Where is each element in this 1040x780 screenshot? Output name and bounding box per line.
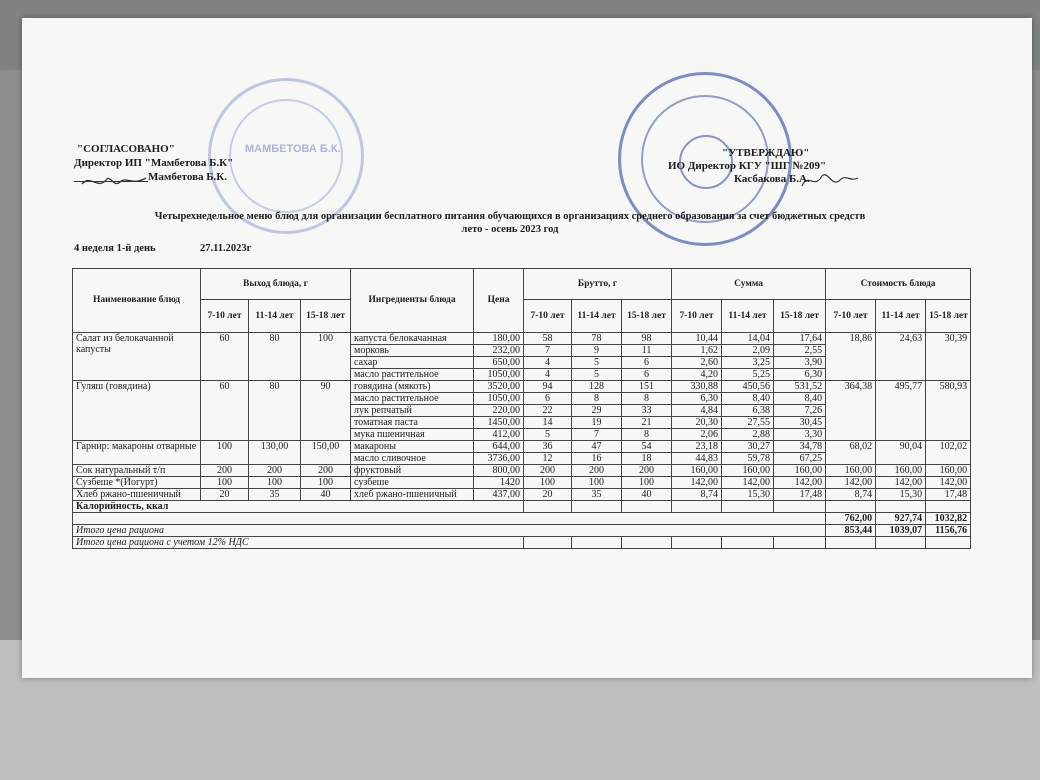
ingredient-sum: 330,88 bbox=[672, 381, 722, 393]
ingredient-sum: 34,78 bbox=[774, 441, 826, 453]
ingredient-gross: 94 bbox=[524, 381, 572, 393]
header-age: 7-10 лет bbox=[826, 300, 876, 333]
agreed-title: "СОГЛАСОВАНО" bbox=[77, 143, 175, 155]
empty-cell bbox=[524, 501, 572, 513]
header-age: 11-14 лет bbox=[722, 300, 774, 333]
ingredient-gross: 35 bbox=[572, 489, 622, 501]
ingredient-name: мука пшеничная bbox=[351, 429, 474, 441]
empty-cell bbox=[622, 501, 672, 513]
total-cost: 762,00 bbox=[826, 513, 876, 525]
header-cost: Стоимость блюда bbox=[826, 269, 971, 300]
ingredient-price: 650,00 bbox=[474, 357, 524, 369]
ration-vat-label: Итого цена рациона с учетом 12% НДС bbox=[73, 537, 524, 549]
dish-yield: 40 bbox=[301, 489, 351, 501]
ration-total-label: Итого цена рациона bbox=[73, 525, 826, 537]
stamp-left-text: МАМБЕТОВА Б.К. bbox=[245, 143, 341, 155]
ingredient-price: 1420 bbox=[474, 477, 524, 489]
dish-cost: 17,48 bbox=[926, 489, 971, 501]
ingredient-gross: 40 bbox=[622, 489, 672, 501]
ingredient-gross: 6 bbox=[622, 357, 672, 369]
dish-name: Салат из белокачанной капусты bbox=[73, 333, 201, 381]
dish-yield: 90 bbox=[301, 381, 351, 441]
ingredient-gross: 200 bbox=[572, 465, 622, 477]
totals-row bbox=[73, 513, 971, 525]
ingredient-gross: 200 bbox=[622, 465, 672, 477]
ingredient-gross: 128 bbox=[572, 381, 622, 393]
ingredient-sum: 3,30 bbox=[774, 429, 826, 441]
ingredient-name: морковь bbox=[351, 345, 474, 357]
ingredient-gross: 47 bbox=[572, 441, 622, 453]
empty-cell bbox=[722, 501, 774, 513]
dish-yield: 130,00 bbox=[249, 441, 301, 465]
header-age: 11-14 лет bbox=[876, 300, 926, 333]
approve-name: Касбакова Б.А. bbox=[734, 173, 810, 185]
ingredient-gross: 20 bbox=[524, 489, 572, 501]
ingredient-price: 644,00 bbox=[474, 441, 524, 453]
ingredient-sum: 67,25 bbox=[774, 453, 826, 465]
empty-cell bbox=[876, 537, 926, 549]
dish-cost: 160,00 bbox=[826, 465, 876, 477]
dish-yield: 100 bbox=[301, 477, 351, 489]
header-age: 7-10 лет bbox=[524, 300, 572, 333]
total-cost: 927,74 bbox=[876, 513, 926, 525]
week-day-label: 4 неделя 1-й день bbox=[74, 243, 156, 254]
ingredient-sum: 2,55 bbox=[774, 345, 826, 357]
ingredient-sum: 10,44 bbox=[672, 333, 722, 345]
ingredient-sum: 8,40 bbox=[722, 393, 774, 405]
ingredient-name: лук репчатый bbox=[351, 405, 474, 417]
dish-cost: 24,63 bbox=[876, 333, 926, 381]
document-subtitle: лето - осень 2023 год bbox=[461, 224, 559, 235]
table-row bbox=[73, 465, 971, 477]
dish-cost: 30,39 bbox=[926, 333, 971, 381]
header-dish: Наименование блюд bbox=[73, 269, 201, 333]
ingredient-sum: 531,52 bbox=[774, 381, 826, 393]
ingredient-sum: 3,90 bbox=[774, 357, 826, 369]
ingredient-gross: 7 bbox=[524, 345, 572, 357]
dish-cost: 8,74 bbox=[826, 489, 876, 501]
approve-title: "УТВЕРЖДАЮ" bbox=[722, 147, 810, 159]
ingredient-name: сузбеше bbox=[351, 477, 474, 489]
ingredient-sum: 1,62 bbox=[672, 345, 722, 357]
ingredient-sum: 15,30 bbox=[722, 489, 774, 501]
dish-cost: 580,93 bbox=[926, 381, 971, 441]
ingredient-gross: 58 bbox=[524, 333, 572, 345]
ration-total-row bbox=[73, 525, 971, 537]
ingredient-price: 3736,00 bbox=[474, 453, 524, 465]
ingredient-sum: 30,45 bbox=[774, 417, 826, 429]
dish-cost: 160,00 bbox=[926, 465, 971, 477]
ingredient-gross: 36 bbox=[524, 441, 572, 453]
header-sum: Сумма bbox=[672, 269, 826, 300]
header-age: 7-10 лет bbox=[201, 300, 249, 333]
dish-cost: 160,00 bbox=[876, 465, 926, 477]
dish-yield: 100 bbox=[201, 477, 249, 489]
ingredient-sum: 27,55 bbox=[722, 417, 774, 429]
ingredient-sum: 20,30 bbox=[672, 417, 722, 429]
dish-name: Гарнир: макароны отварные bbox=[73, 441, 201, 465]
ingredient-sum: 44,83 bbox=[672, 453, 722, 465]
ingredient-gross: 4 bbox=[524, 357, 572, 369]
empty-cell bbox=[926, 537, 971, 549]
ingredient-gross: 19 bbox=[572, 417, 622, 429]
dish-cost: 495,77 bbox=[876, 381, 926, 441]
ingredient-sum: 4,84 bbox=[672, 405, 722, 417]
ingredient-sum: 23,18 bbox=[672, 441, 722, 453]
dish-name: Хлеб ржано-пшеничный bbox=[73, 489, 201, 501]
header-age: 15-18 лет bbox=[622, 300, 672, 333]
table-row bbox=[73, 333, 971, 345]
agreed-name: Мамбетова Б.К. bbox=[148, 171, 228, 183]
ingredient-gross: 200 bbox=[524, 465, 572, 477]
ingredient-gross: 5 bbox=[572, 369, 622, 381]
dish-cost: 18,86 bbox=[826, 333, 876, 381]
ingredient-gross: 33 bbox=[622, 405, 672, 417]
ingredient-sum: 2,88 bbox=[722, 429, 774, 441]
ingredient-gross: 7 bbox=[572, 429, 622, 441]
empty-cell bbox=[622, 537, 672, 549]
dish-yield: 100 bbox=[301, 333, 351, 381]
dish-cost: 142,00 bbox=[826, 477, 876, 489]
dish-yield: 80 bbox=[249, 333, 301, 381]
ingredient-gross: 5 bbox=[524, 429, 572, 441]
ingredient-sum: 17,64 bbox=[774, 333, 826, 345]
header-ingredients: Ингредиенты блюда bbox=[351, 269, 474, 333]
total-cost: 1032,82 bbox=[926, 513, 971, 525]
table-header-row bbox=[73, 269, 971, 300]
ingredient-name: томатная паста bbox=[351, 417, 474, 429]
ingredient-sum: 4,20 bbox=[672, 369, 722, 381]
dish-cost: 102,02 bbox=[926, 441, 971, 465]
ingredient-gross: 12 bbox=[524, 453, 572, 465]
dish-yield: 35 bbox=[249, 489, 301, 501]
dish-yield: 200 bbox=[301, 465, 351, 477]
ration-total-vat: 1039,07 bbox=[876, 525, 926, 537]
header-yield: Выход блюда, г bbox=[201, 269, 351, 300]
header-age: 15-18 лет bbox=[301, 300, 351, 333]
menu-table bbox=[72, 268, 971, 549]
ingredient-price: 3520,00 bbox=[474, 381, 524, 393]
ingredient-sum: 142,00 bbox=[774, 477, 826, 489]
table-row bbox=[73, 441, 971, 453]
ingredient-name: макароны bbox=[351, 441, 474, 453]
dish-yield: 60 bbox=[201, 381, 249, 441]
header-age: 7-10 лет bbox=[672, 300, 722, 333]
calories-label: Калорийность, ккал bbox=[73, 501, 524, 513]
table-row bbox=[73, 489, 971, 501]
ingredient-sum: 14,04 bbox=[722, 333, 774, 345]
ingredient-sum: 8,40 bbox=[774, 393, 826, 405]
dish-name: Сок натуральный т/п bbox=[73, 465, 201, 477]
header-age: 11-14 лет bbox=[249, 300, 301, 333]
ingredient-price: 220,00 bbox=[474, 405, 524, 417]
agreed-position: Директор ИП "Мамбетова Б.К" bbox=[74, 157, 234, 169]
ingredient-gross: 4 bbox=[524, 369, 572, 381]
dish-cost: 15,30 bbox=[876, 489, 926, 501]
dish-cost: 68,02 bbox=[826, 441, 876, 465]
empty-cell bbox=[774, 537, 826, 549]
ingredient-gross: 8 bbox=[572, 393, 622, 405]
menu-date: 27.11.2023г bbox=[200, 243, 252, 254]
ingredient-sum: 450,56 bbox=[722, 381, 774, 393]
ingredient-gross: 14 bbox=[524, 417, 572, 429]
dish-cost: 364,38 bbox=[826, 381, 876, 441]
ingredient-name: хлеб ржано-пшеничный bbox=[351, 489, 474, 501]
header-price: Цена bbox=[474, 269, 524, 333]
ingredient-gross: 9 bbox=[572, 345, 622, 357]
dish-cost: 142,00 bbox=[926, 477, 971, 489]
ingredient-gross: 16 bbox=[572, 453, 622, 465]
dish-cost: 142,00 bbox=[876, 477, 926, 489]
ingredient-sum: 2,60 bbox=[672, 357, 722, 369]
ingredient-price: 1050,00 bbox=[474, 393, 524, 405]
document-title: Четырехнедельное меню блюд для организации бесплатного питания обучающихся в организациях среднего образования за счет бюджетных средств bbox=[154, 211, 866, 222]
ingredient-price: 1050,00 bbox=[474, 369, 524, 381]
dish-name: Гуляш (говядина) bbox=[73, 381, 201, 441]
ingredient-price: 180,00 bbox=[474, 333, 524, 345]
dish-yield: 20 bbox=[201, 489, 249, 501]
ration-total-vat: 1156,76 bbox=[926, 525, 971, 537]
ingredient-gross: 151 bbox=[622, 381, 672, 393]
table-row bbox=[73, 477, 971, 489]
header-age: 15-18 лет bbox=[774, 300, 826, 333]
ingredient-gross: 6 bbox=[622, 369, 672, 381]
ingredient-sum: 6,38 bbox=[722, 405, 774, 417]
ingredient-gross: 8 bbox=[622, 429, 672, 441]
empty-cell bbox=[572, 501, 622, 513]
ingredient-gross: 78 bbox=[572, 333, 622, 345]
ingredient-name: капуста белокачанная bbox=[351, 333, 474, 345]
dish-yield: 80 bbox=[249, 381, 301, 441]
ingredient-sum: 2,06 bbox=[672, 429, 722, 441]
calories-row bbox=[73, 501, 971, 513]
ingredient-gross: 100 bbox=[572, 477, 622, 489]
ingredient-gross: 21 bbox=[622, 417, 672, 429]
empty-cell bbox=[672, 501, 722, 513]
ingredient-sum: 17,48 bbox=[774, 489, 826, 501]
ingredient-name: фруктовый bbox=[351, 465, 474, 477]
signature-line bbox=[74, 181, 148, 182]
header-age: 11-14 лет bbox=[572, 300, 622, 333]
ingredient-sum: 2,09 bbox=[722, 345, 774, 357]
empty-cell bbox=[876, 501, 926, 513]
ingredient-sum: 30,27 bbox=[722, 441, 774, 453]
ingredient-sum: 7,26 bbox=[774, 405, 826, 417]
dish-name: Сузбеше *(Йогурт) bbox=[73, 477, 201, 489]
ingredient-sum: 160,00 bbox=[722, 465, 774, 477]
dish-yield: 200 bbox=[249, 465, 301, 477]
dish-yield: 200 bbox=[201, 465, 249, 477]
ingredient-price: 800,00 bbox=[474, 465, 524, 477]
ration-vat-row bbox=[73, 537, 971, 549]
ration-total-vat: 853,44 bbox=[826, 525, 876, 537]
ingredient-name: масло растительное bbox=[351, 393, 474, 405]
header-gross: Брутто, г bbox=[524, 269, 672, 300]
empty-cell bbox=[774, 501, 826, 513]
ingredient-gross: 100 bbox=[622, 477, 672, 489]
ingredient-gross: 100 bbox=[524, 477, 572, 489]
approve-position: ИО Директор КГУ "ШГ №209" bbox=[668, 160, 827, 172]
empty-cell bbox=[722, 537, 774, 549]
empty-cell bbox=[572, 537, 622, 549]
ingredient-sum: 5,25 bbox=[722, 369, 774, 381]
ingredient-price: 437,00 bbox=[474, 489, 524, 501]
ingredient-sum: 6,30 bbox=[774, 369, 826, 381]
ingredient-gross: 18 bbox=[622, 453, 672, 465]
empty-cell bbox=[926, 501, 971, 513]
dish-yield: 100 bbox=[249, 477, 301, 489]
ingredient-gross: 22 bbox=[524, 405, 572, 417]
ingredient-gross: 98 bbox=[622, 333, 672, 345]
empty-cell bbox=[73, 513, 826, 525]
empty-cell bbox=[826, 501, 876, 513]
dish-cost: 90,04 bbox=[876, 441, 926, 465]
empty-cell bbox=[672, 537, 722, 549]
ingredient-sum: 142,00 bbox=[722, 477, 774, 489]
ingredient-name: масло растительное bbox=[351, 369, 474, 381]
ingredient-sum: 3,25 bbox=[722, 357, 774, 369]
ingredient-gross: 54 bbox=[622, 441, 672, 453]
ingredient-gross: 6 bbox=[524, 393, 572, 405]
dish-yield: 100 bbox=[201, 441, 249, 465]
header-age: 15-18 лет bbox=[926, 300, 971, 333]
dish-yield: 60 bbox=[201, 333, 249, 381]
ingredient-sum: 160,00 bbox=[672, 465, 722, 477]
empty-cell bbox=[826, 537, 876, 549]
ingredient-sum: 160,00 bbox=[774, 465, 826, 477]
ingredient-price: 412,00 bbox=[474, 429, 524, 441]
ingredient-price: 232,00 bbox=[474, 345, 524, 357]
ingredient-sum: 6,30 bbox=[672, 393, 722, 405]
ingredient-name: говядина (мякоть) bbox=[351, 381, 474, 393]
ingredient-sum: 142,00 bbox=[672, 477, 722, 489]
ingredient-gross: 11 bbox=[622, 345, 672, 357]
ingredient-gross: 5 bbox=[572, 357, 622, 369]
ingredient-sum: 59,78 bbox=[722, 453, 774, 465]
ingredient-gross: 29 bbox=[572, 405, 622, 417]
dish-yield: 150,00 bbox=[301, 441, 351, 465]
ingredient-sum: 8,74 bbox=[672, 489, 722, 501]
table-row bbox=[73, 381, 971, 393]
empty-cell bbox=[524, 537, 572, 549]
ingredient-name: сахар bbox=[351, 357, 474, 369]
ingredient-gross: 8 bbox=[622, 393, 672, 405]
ingredient-name: масло сливочное bbox=[351, 453, 474, 465]
ingredient-price: 1450,00 bbox=[474, 417, 524, 429]
